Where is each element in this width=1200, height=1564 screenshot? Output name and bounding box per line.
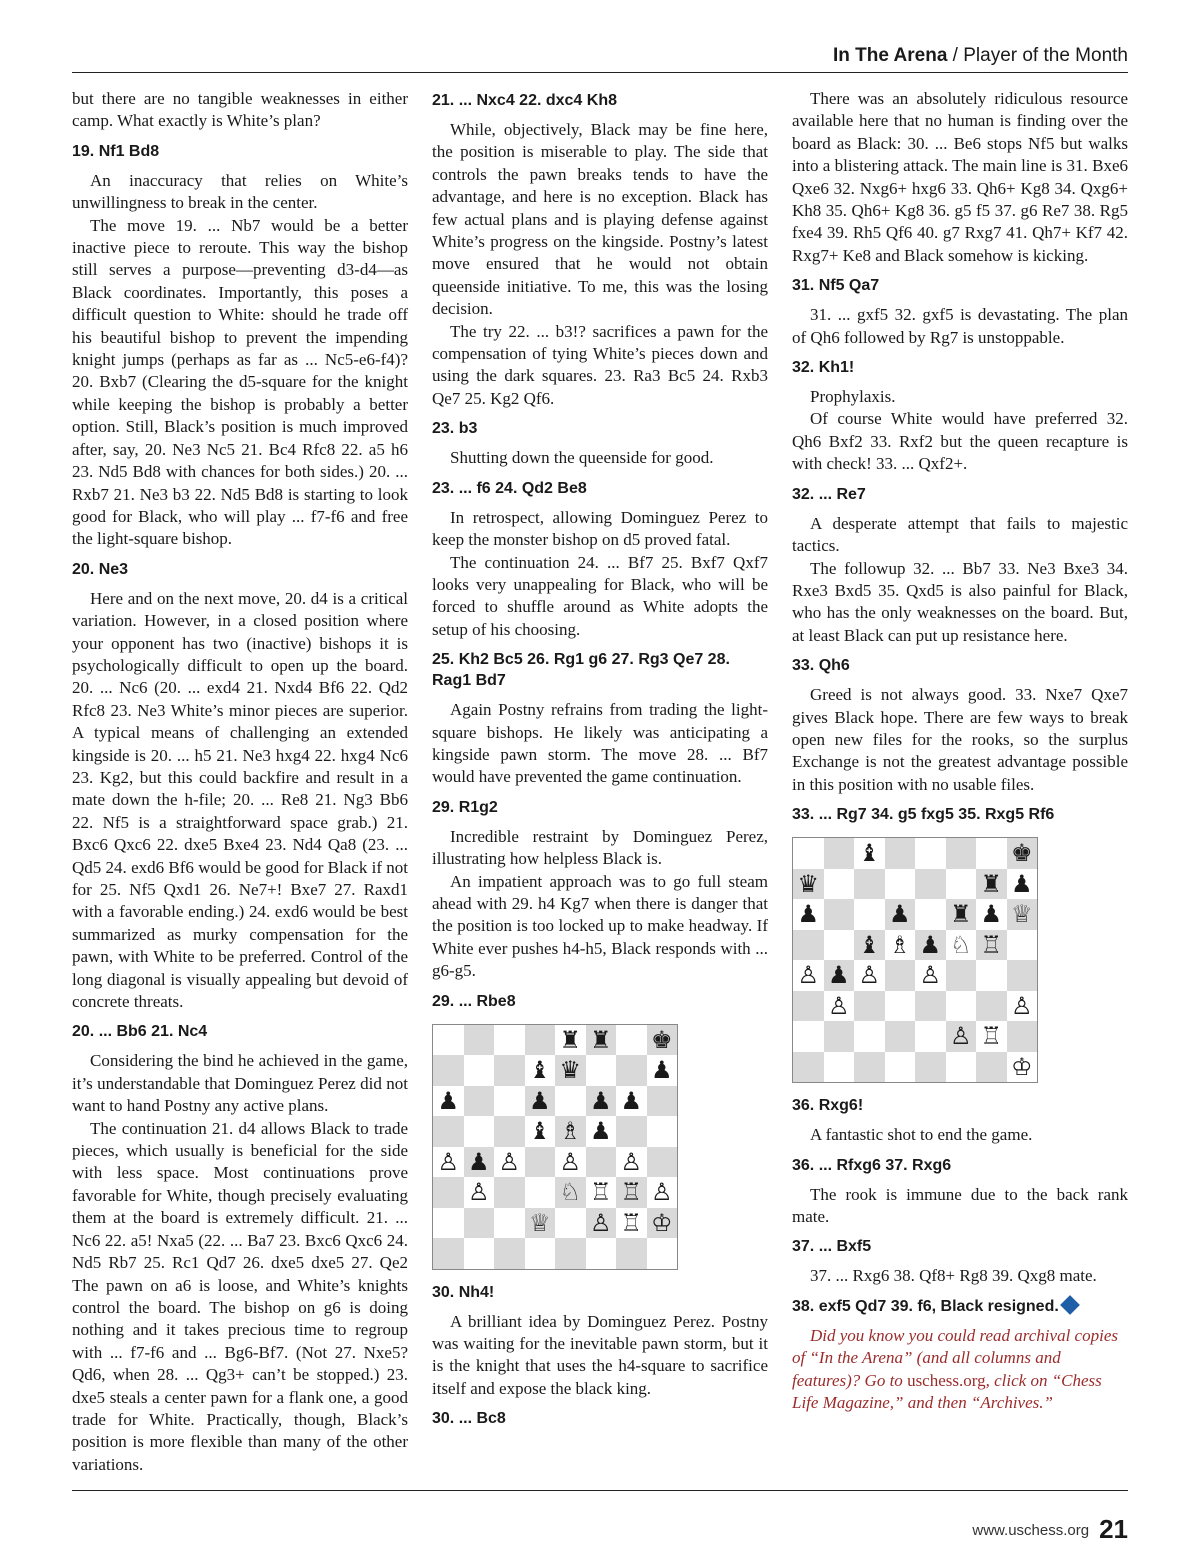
black-pawn-icon: ♟ (586, 1086, 617, 1117)
white-queen-icon: ♕ (1007, 899, 1038, 930)
header-separator: / (947, 45, 964, 66)
black-rook-icon: ♜ (976, 869, 1007, 900)
white-pawn-icon: ♙ (647, 1177, 678, 1208)
board-square (433, 1055, 464, 1086)
paragraph: A brilliant idea by Dominguez Perez. Postny was waiting for the inevitable pawn storm, but it is the knight that uses the h4-square to sacrifice itself and expose the black king. (432, 1311, 768, 1398)
white-knight-icon: ♘ (555, 1177, 586, 1208)
board-square (946, 1052, 977, 1083)
board-square (793, 838, 824, 869)
white-pawn-icon: ♙ (555, 1147, 586, 1178)
black-king-icon: ♚ (1007, 838, 1038, 869)
move-heading: 33. Qh6 (792, 657, 850, 675)
board-square (885, 991, 916, 1022)
paragraph: Incredible restraint by Dominguez Perez, illustrating how helpless Black is. (432, 826, 768, 869)
board-square (976, 1052, 1007, 1083)
move-heading: 31. Nf5 Qa7 (792, 277, 880, 295)
board-square (946, 869, 977, 900)
white-pawn-icon: ♙ (946, 1021, 977, 1052)
paragraph: Greed is not always good. 33. Nxe7 Qxe7 gives Black hope. There are few ways to break open new files for the rooks, so the surplus Exchange is not the greatest advantage possible in this position with no usable files. (792, 685, 1128, 794)
board-square (586, 1055, 617, 1086)
board-square (976, 991, 1007, 1022)
white-rook-icon: ♖ (976, 930, 1007, 961)
page-footer (972, 1514, 1128, 1545)
white-pawn-icon: ♙ (616, 1147, 647, 1178)
board-square (555, 1238, 586, 1269)
board-square (647, 1116, 678, 1147)
black-pawn-icon: ♟ (616, 1086, 647, 1117)
board-square (525, 1238, 556, 1269)
paragraph: An inaccuracy that relies on White’s unwillingness to break in the center. (72, 170, 408, 213)
move-heading: 19. Nf1 Bd8 (72, 142, 160, 160)
white-pawn-icon: ♙ (586, 1208, 617, 1239)
white-rook-icon: ♖ (586, 1177, 617, 1208)
black-rook-icon: ♜ (555, 1025, 586, 1056)
paragraph: Considering the bind he achieved in the game, it’s understandable that Dominguez Perez did not want to hand Postny any active plans. (72, 1051, 408, 1116)
black-pawn-icon: ♟ (464, 1147, 495, 1178)
page-header (72, 42, 1128, 73)
move-heading: 32. ... Re7 (792, 485, 866, 503)
board-square (525, 1025, 556, 1056)
board-square (616, 1116, 647, 1147)
move-heading: 33. ... Rg7 34. g5 fxg5 35. Rxg5 Rf6 (792, 806, 1055, 824)
black-pawn-icon: ♟ (525, 1086, 556, 1117)
board-square (885, 1052, 916, 1083)
black-pawn-icon: ♟ (586, 1116, 617, 1147)
black-bishop-icon: ♝ (854, 930, 885, 961)
black-pawn-icon: ♟ (885, 899, 916, 930)
board-square (494, 1208, 525, 1239)
paragraph: Of course White would have preferred 32. Qh6 Bxf2 33. Rxf2 but the queen recapture is with check! 33. ... Qxf2+. (792, 409, 1128, 474)
board-square (494, 1025, 525, 1056)
black-pawn-icon: ♟ (793, 899, 824, 930)
white-pawn-icon: ♙ (1007, 991, 1038, 1022)
footer-url[interactable]: www.uschess.org (972, 1522, 1090, 1539)
board-square (854, 869, 885, 900)
move-heading: 23. b3 (432, 420, 478, 438)
move-heading: 32. Kh1! (792, 359, 855, 377)
move-heading: 25. Kh2 Bc5 26. Rg1 g6 27. Rg3 Qe7 28. Rag1 Bd7 (432, 651, 730, 690)
black-king-icon: ♚ (647, 1025, 678, 1056)
archive-callout (792, 1325, 1128, 1415)
move-heading: 23. ... f6 24. Qd2 Be8 (432, 479, 587, 497)
board-square (915, 899, 946, 930)
board-square (946, 960, 977, 991)
black-pawn-icon: ♟ (824, 960, 855, 991)
board-square (824, 1021, 855, 1052)
paragraph: While, objectively, Black may be fine here, the position is miserable to play. The side that controls the pawn breaks tends to have the advantage, and here is no exception. Black has few actual plans and is playing defense against White’s progress on the kingside. Postny’s latest move ensured that he would not obtain queenside initiative. To me, this was the losing decision. (432, 120, 768, 319)
board-square (854, 899, 885, 930)
callout-text-end: , click on “Chess Life Magazine,” and then “Archives.” (792, 1370, 1102, 1412)
board-square (885, 869, 916, 900)
chess-diagram-after-29-rbe8 (432, 1024, 678, 1270)
black-rook-icon: ♜ (586, 1025, 617, 1056)
black-bishop-icon: ♝ (525, 1055, 556, 1086)
paragraph: Again Postny refrains from trading the light-square bishops. He likely was anticipating a kingside pawn storm. The move 28. ... Bf7 would have prevented the game continuation. (432, 700, 768, 787)
paragraph: Prophylaxis. (810, 387, 896, 407)
board-square (885, 960, 916, 991)
paragraph: but there are no tangible weaknesses in either camp. What exactly is White’s plan? (72, 89, 408, 131)
board-square (647, 1147, 678, 1178)
board-square (946, 991, 977, 1022)
board-square (494, 1177, 525, 1208)
paragraph: 31. ... gxf5 32. gxf5 is devastating. The plan of Qh6 followed by Rg7 is unstoppable. (792, 305, 1128, 347)
board-square (854, 1052, 885, 1083)
board-square (1007, 930, 1038, 961)
board-square (433, 1116, 464, 1147)
board-square (824, 899, 855, 930)
move-heading: 20. Ne3 (72, 560, 129, 578)
board-square (616, 1238, 647, 1269)
move-heading: 36. ... Rfxg6 37. Rxg6 (792, 1156, 952, 1174)
board-square (824, 930, 855, 961)
paragraph: A fantastic shot to end the game. (810, 1125, 1033, 1145)
paragraph: In retrospect, allowing Dominguez Perez to keep the monster bishop on d5 proved fatal. (432, 507, 768, 550)
board-square (494, 1055, 525, 1086)
white-knight-icon: ♘ (946, 930, 977, 961)
footer-rule (72, 1490, 1128, 1491)
white-pawn-icon: ♙ (494, 1147, 525, 1178)
paragraph: Shutting down the queenside for good. (450, 448, 714, 468)
white-rook-icon: ♖ (616, 1177, 647, 1208)
board-square (464, 1025, 495, 1056)
white-pawn-icon: ♙ (793, 960, 824, 991)
board-square (885, 838, 916, 869)
board-square (793, 991, 824, 1022)
uschess-link[interactable]: uschess.org (907, 1370, 986, 1390)
board-square (555, 1208, 586, 1239)
move-heading: 29. ... Rbe8 (432, 992, 516, 1010)
paragraph: Here and on the next move, 20. d4 is a critical variation. However, in a closed position where your opponent has two (inactive) bishops it is psychologically difficult to open up the board. 20. ... Nc6 (20. ... exd4 21. Nxd4 Bf6 22. Qd2 Rfc8 23. Ne3 White’s minor pieces are superior. A typical means of challenging an extended kingside is 20. ... h5 21. Ne3 hxg4 22. hxg4 Nc6 23. Kg2, but this could backfire and result in a mate down the h-file; 20. ... Re8 21. Ng3 Bb6 22. Nf5 is a straightforward space grab.) 21. Bxc6 Qxc6 22. dxe5 Bxe4 23. Nd4 Qa8 (23. ... Qd5 24. exd6 Bf6 would be good for Black if not for 25. Nf5 Qxd1 26. Ne7+! Bxe7 27. Raxd1 with a favorable ending.) 24. exd6 would be best summarized as murky compensation for the pawn, with White to be preferred. Control of the long diagonal is visually appealing but devoid of concrete threats. (72, 588, 408, 1012)
board-square (915, 869, 946, 900)
board-square (433, 1025, 464, 1056)
board-square (915, 1021, 946, 1052)
move-heading: 30. Nh4! (432, 1283, 495, 1301)
paragraph: The continuation 24. ... Bf7 25. Bxf7 Qxf7 looks very unappealing for Black, who will be forced to shuffle around as White adopts the setup of his choosing. (432, 552, 768, 639)
board-square (647, 1086, 678, 1117)
board-square (464, 1208, 495, 1239)
board-square (433, 1208, 464, 1239)
board-square (464, 1055, 495, 1086)
board-square (976, 838, 1007, 869)
black-pawn-icon: ♟ (915, 930, 946, 961)
move-heading: 21. ... Nxc4 22. dxc4 Kh8 (432, 92, 617, 109)
board-square (824, 1052, 855, 1083)
board-square (793, 1021, 824, 1052)
board-square (494, 1116, 525, 1147)
board-square (976, 960, 1007, 991)
paragraph: The followup 32. ... Bb7 33. Ne3 Bxe3 34. Rxe3 Bxd5 35. Qxd5 is also painful for Black, who has the only weaknesses on the board. But, at least Black can put up resistance here. (792, 558, 1128, 645)
board-square (854, 991, 885, 1022)
page-number: 21 (1099, 1514, 1128, 1544)
board-square (915, 991, 946, 1022)
end-of-article-icon (1060, 1295, 1080, 1315)
move-heading: 36. Rxg6! (792, 1097, 864, 1115)
paragraph: The try 22. ... b3!? sacrifices a pawn for the compensation of tying White’s pieces down and using the dark squares. 23. Ra3 Bc5 24. Rxb3 Qe7 25. Kg2 Qf6. (432, 321, 768, 408)
black-queen-icon: ♛ (793, 869, 824, 900)
black-rook-icon: ♜ (946, 899, 977, 930)
paragraph: 37. ... Rxg6 38. Qf8+ Rg8 39. Qxg8 mate. (810, 1266, 1097, 1286)
paragraph: An impatient approach was to go full steam ahead with 29. h4 Kg7 when there is danger that the position is too locked up to make headway. If White ever pushes h4-h5, Black responds with ... g6-g5. (432, 871, 768, 981)
paragraph: The rook is immune due to the back rank mate. (792, 1184, 1128, 1226)
board-square (525, 1147, 556, 1178)
section-subtitle: Player of the Month (963, 45, 1128, 66)
black-pawn-icon: ♟ (976, 899, 1007, 930)
board-square (824, 838, 855, 869)
paragraph: The move 19. ... Nb7 would be a better inactive piece to reroute. This way the bishop still serves a purpose—preventing d3-d4—as Black coordinates. Importantly, this poses a difficult question to White: should he trade off his beautiful bishop to prevent the impending knight jumps (perhaps as far as ... Nc5-e6-f4)? 20. Bxb7 (Clearing the d5-square for the knight while keeping the bishop is probably a better option. Still, Black’s position is much improved after, say, 20. Ne3 Nc5 21. Bc4 Rfc8 22. a5 h6 23. Nd5 Bd8 with chances for both sides.) 20. ... Rxb7 21. Ne3 b3 22. Nd5 Bd8 is starting to look good for Black, who will play ... f7-f6 and free the light-square bishop. (72, 215, 408, 549)
board-square (616, 1025, 647, 1056)
white-pawn-icon: ♙ (915, 960, 946, 991)
board-square (586, 1147, 617, 1178)
column-2 (432, 88, 768, 1437)
board-square (586, 1238, 617, 1269)
move-heading: 37. ... Bxf5 (792, 1238, 872, 1256)
final-moves: 38. exf5 Qd7 39. f6, Black resigned. (792, 1297, 1059, 1315)
move-heading: 30. ... Bc8 (432, 1410, 506, 1428)
white-rook-icon: ♖ (976, 1021, 1007, 1052)
black-pawn-icon: ♟ (433, 1086, 464, 1117)
board-square (464, 1116, 495, 1147)
white-pawn-icon: ♙ (464, 1177, 495, 1208)
paragraph: The continuation 21. d4 allows Black to trade pieces, which usually is beneficial for the side with less space. Most continuations prove favorable for White, though precisely evaluating them at the board is extremely difficult. 21. ... Nc6 22. a5! Nxa5 (22. ... Ba7 23. Bxc6 Qxc6 24. Nd5 Rb7 25. Rc1 Qd7 26. dxe5 dxe5 27. Qe2 The pawn on a6 is loose, and White’s knights control the board. The bishop on g6 is doing nothing and it takes precious time to regroup with ... f7-f6 and ... Bg6-Bf7. (Not 27. Nxe5? Qd6, when 28. ... Qg3+ can’t be stopped.) 23. dxe5 steals a center pawn for a flank one, a good trade for White. Practically, though, Black’s position is more flexible than many of the other variations. (72, 1118, 408, 1474)
board-square (464, 1086, 495, 1117)
board-square (1007, 960, 1038, 991)
black-bishop-icon: ♝ (525, 1116, 556, 1147)
black-pawn-icon: ♟ (1007, 869, 1038, 900)
column-1 (72, 88, 408, 1476)
board-square (647, 1238, 678, 1269)
move-heading: 29. R1g2 (432, 798, 498, 816)
move-heading (792, 1296, 1128, 1317)
board-square (616, 1055, 647, 1086)
board-square (915, 838, 946, 869)
move-heading: 20. ... Bb6 21. Nc4 (72, 1023, 208, 1041)
board-square (555, 1086, 586, 1117)
board-square (464, 1238, 495, 1269)
board-square (915, 1052, 946, 1083)
black-bishop-icon: ♝ (854, 838, 885, 869)
black-pawn-icon: ♟ (647, 1055, 678, 1086)
board-square (494, 1238, 525, 1269)
board-square (433, 1177, 464, 1208)
white-rook-icon: ♖ (616, 1208, 647, 1239)
white-pawn-icon: ♙ (433, 1147, 464, 1178)
board-square (854, 1021, 885, 1052)
white-bishop-icon: ♗ (555, 1116, 586, 1147)
chess-diagram-after-35-rf6 (792, 837, 1038, 1083)
board-square (433, 1238, 464, 1269)
board-square (885, 1021, 916, 1052)
white-pawn-icon: ♙ (824, 991, 855, 1022)
paragraph: There was an absolutely ridiculous resource available here that no human is finding over the board as Black: 30. ... Be6 stops Nf5 but walks into a blistering attack. The main line is 31. Bxe6 Qxe6 32. Nxg6+ hxg6 33. Qh6+ Kg8 34. Qxg6+ Kh8 35. Qh6+ Kg8 36. g5 f5 37. g6 Re7 38. Rg5 fxe4 39. Rh5 Qf6 40. g7 Rxg7 41. Qh7+ Kf7 42. Rxg7+ Ke8 and Black somehow is kicking. (792, 89, 1128, 265)
white-king-icon: ♔ (647, 1208, 678, 1239)
column-3 (792, 88, 1128, 1414)
board-square (946, 838, 977, 869)
white-queen-icon: ♕ (525, 1208, 556, 1239)
white-bishop-icon: ♗ (885, 930, 916, 961)
paragraph: A desperate attempt that fails to majestic tactics. (792, 513, 1128, 556)
board-square (793, 1052, 824, 1083)
white-king-icon: ♔ (1007, 1052, 1038, 1083)
callout-text: Did you know you could read archival copies of “In the Arena” (and all columns and features)? Go to (792, 1325, 1118, 1390)
board-square (494, 1086, 525, 1117)
white-pawn-icon: ♙ (854, 960, 885, 991)
section-title: In The Arena (833, 45, 948, 66)
board-square (525, 1177, 556, 1208)
board-square (824, 869, 855, 900)
black-queen-icon: ♛ (555, 1055, 586, 1086)
board-square (1007, 1021, 1038, 1052)
board-square (793, 930, 824, 961)
